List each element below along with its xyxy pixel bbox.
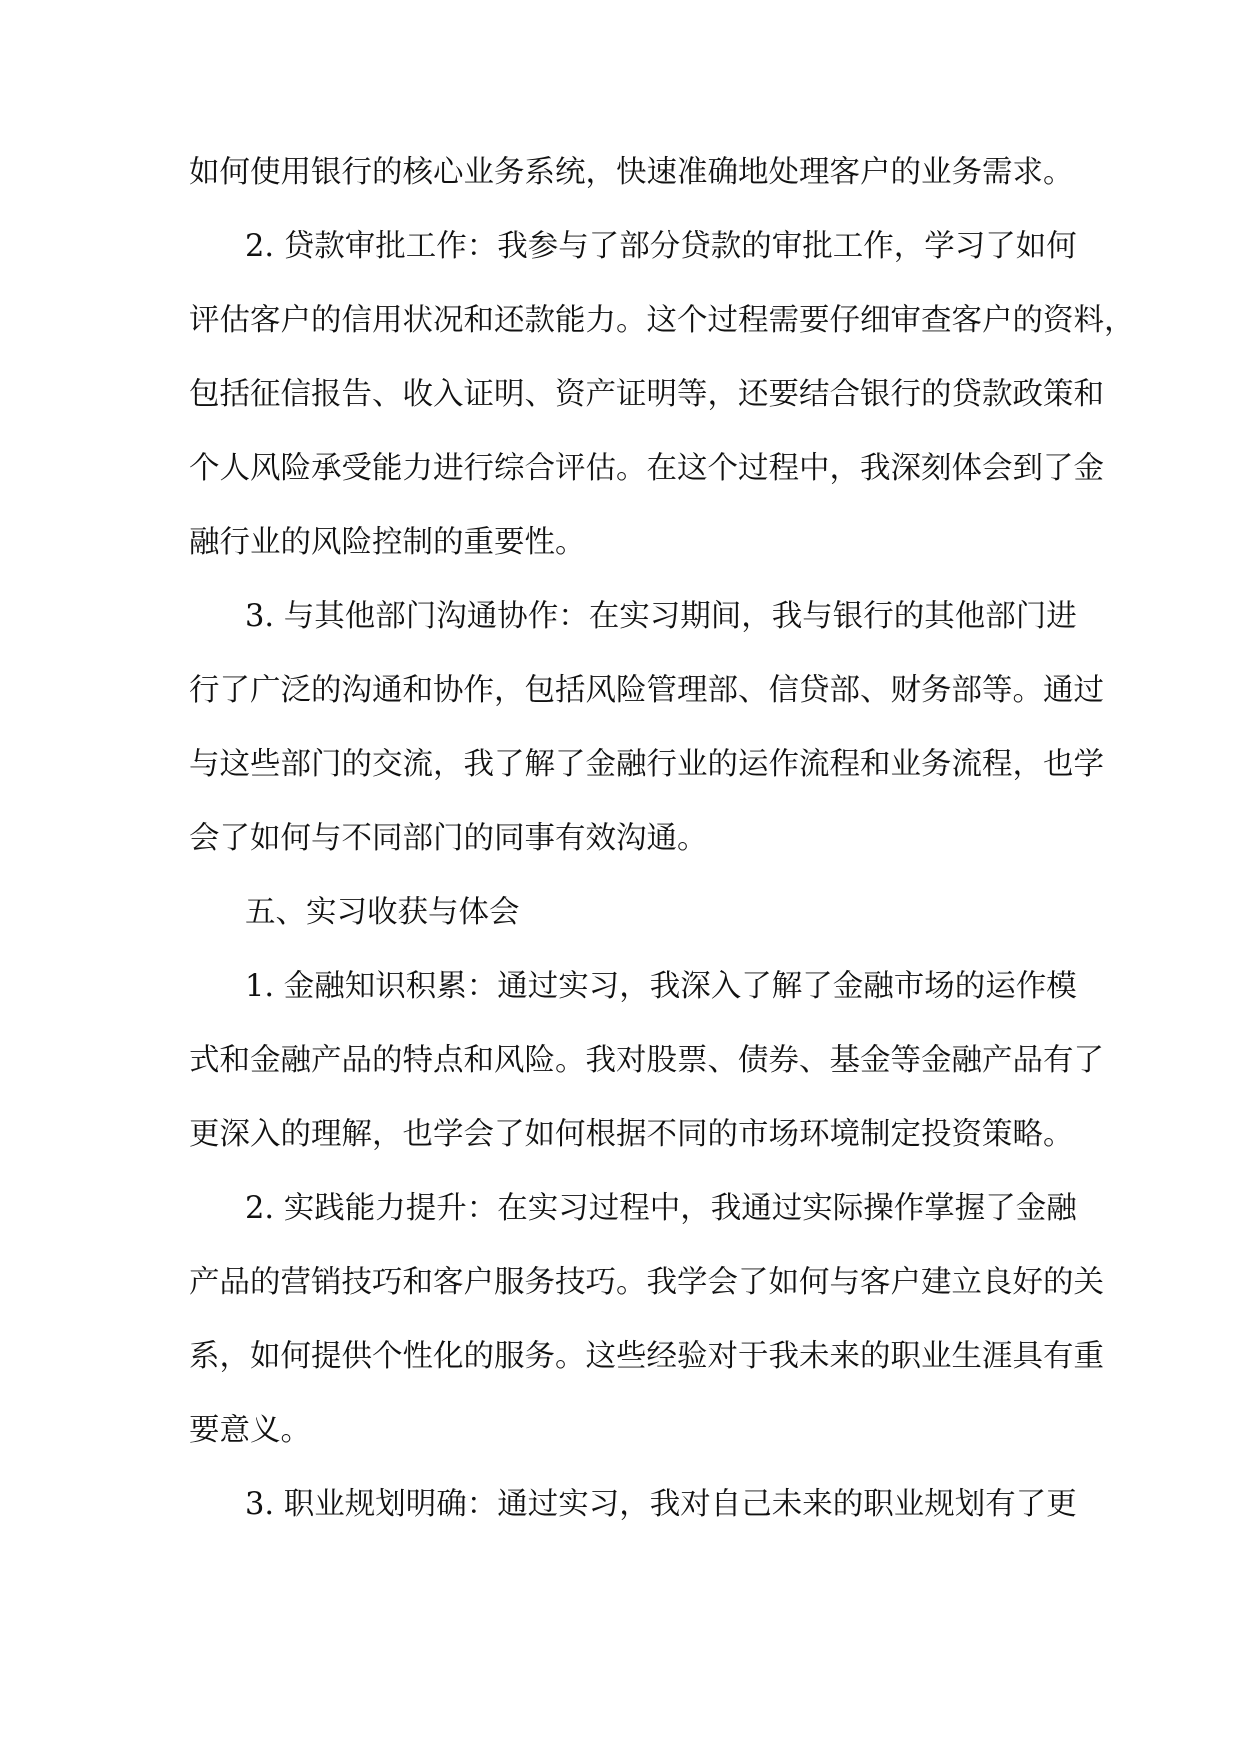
text-line: 1. 金融知识积累：通过实习，我深入了解了金融市场的运作模: [245, 969, 1077, 1004]
text-line: 会了如何与不同部门的同事有效沟通。: [189, 821, 708, 856]
text-line: 如何使用银行的核心业务系统，快速准确地处理客户的业务需求。: [189, 155, 1074, 190]
text-line: 系，如何提供个性化的服务。这些经验对于我未来的职业生涯具有重: [189, 1339, 1104, 1374]
text-line: 融行业的风险控制的重要性。: [189, 525, 586, 560]
text-line: 3. 与其他部门沟通协作：在实习期间，我与银行的其他部门进: [245, 599, 1077, 634]
section-heading: 五、实习收获与体会: [245, 895, 520, 930]
text-line: 产品的营销技巧和客户服务技巧。我学会了如何与客户建立良好的关: [189, 1265, 1104, 1300]
text-line: 与这些部门的交流，我了解了金融行业的运作流程和业务流程，也学: [189, 747, 1104, 782]
text-line: 要意义。: [189, 1413, 311, 1448]
text-line: 式和金融产品的特点和风险。我对股票、债券、基金等金融产品有了: [189, 1043, 1104, 1078]
text-line: 个人风险承受能力进行综合评估。在这个过程中，我深刻体会到了金: [189, 451, 1104, 486]
text-line: 评估客户的信用状况和还款能力。这个过程需要仔细审查客户的资料，: [189, 303, 1135, 338]
text-line: 2. 实践能力提升：在实习过程中，我通过实际操作掌握了金融: [245, 1191, 1077, 1226]
text-line: 包括征信报告、收入证明、资产证明等，还要结合银行的贷款政策和: [189, 377, 1104, 412]
text-line: 3. 职业规划明确：通过实习，我对自己未来的职业规划有了更: [245, 1487, 1077, 1522]
text-line: 行了广泛的沟通和协作，包括风险管理部、信贷部、财务部等。通过: [189, 673, 1104, 708]
text-line: 2. 贷款审批工作：我参与了部分贷款的审批工作，学习了如何: [245, 229, 1077, 264]
text-line: 更深入的理解，也学会了如何根据不同的市场环境制定投资策略。: [189, 1117, 1074, 1152]
